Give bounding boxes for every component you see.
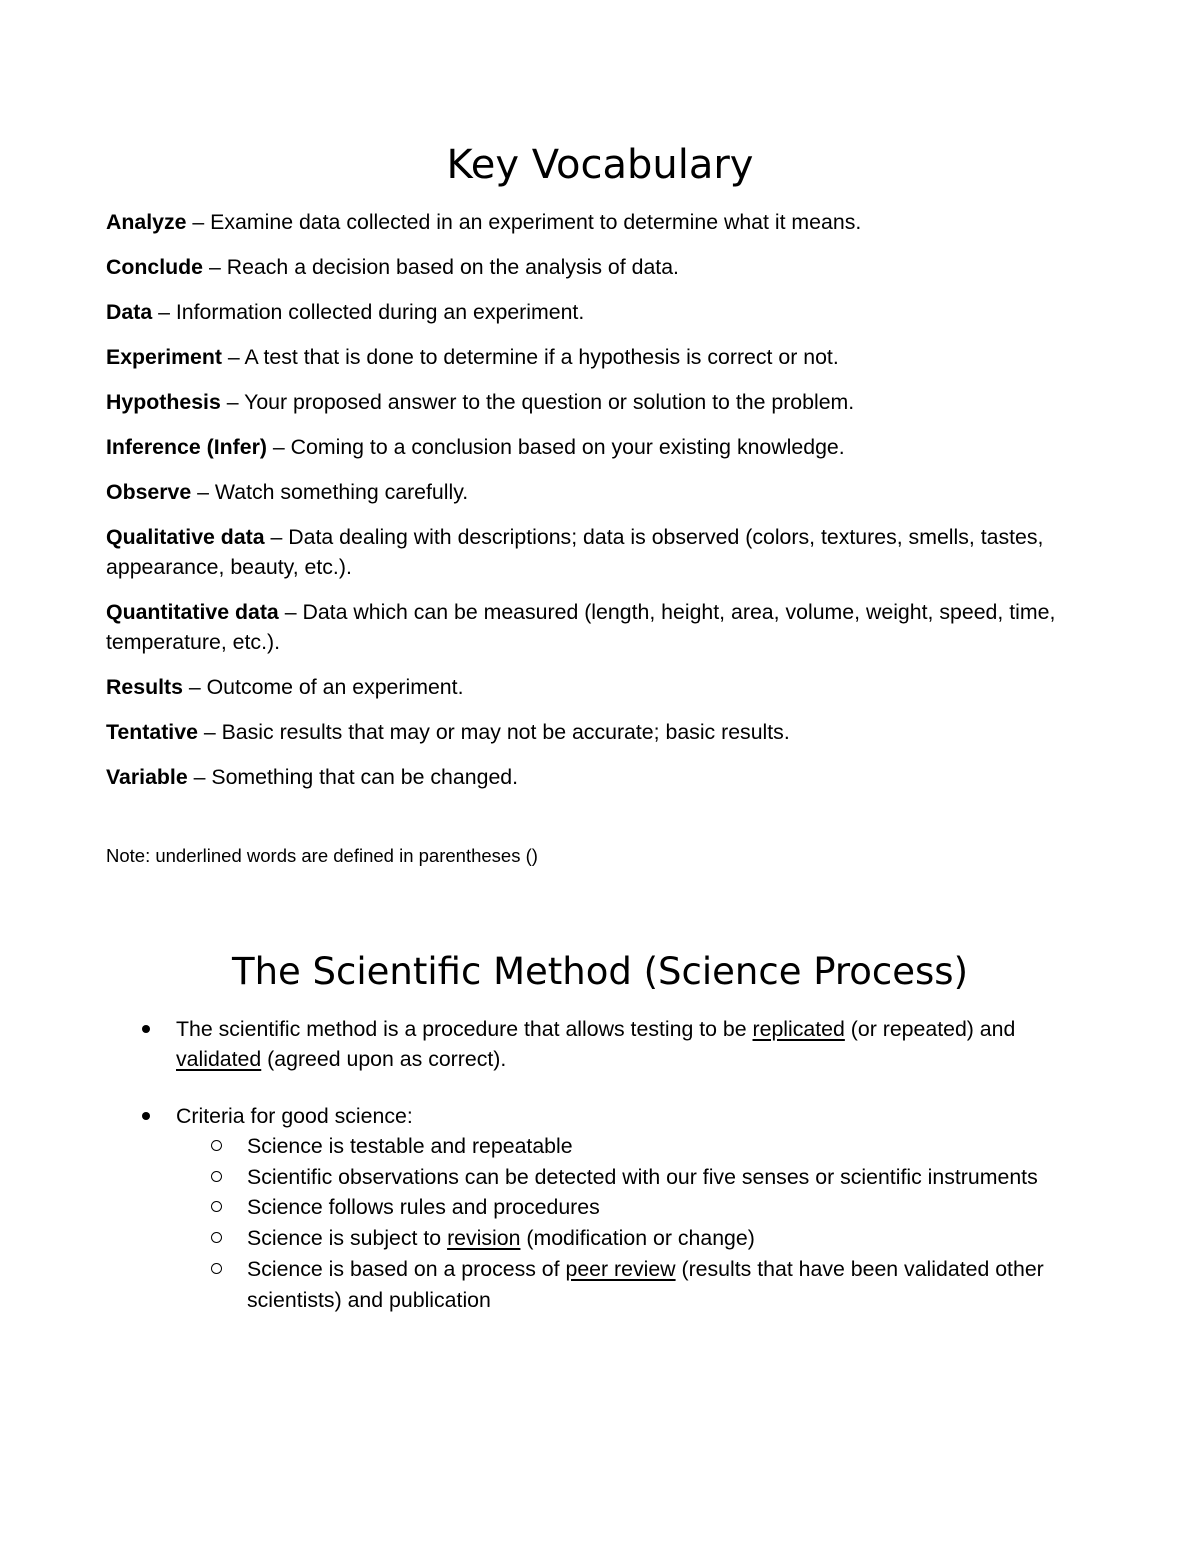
note-text: Note: underlined words are defined in parentheses () (106, 845, 538, 866)
vocab-term: Quantitative data (106, 600, 279, 624)
underlined-term: peer review (565, 1256, 676, 1281)
bullet-text: (agreed upon as correct). (261, 1047, 507, 1071)
vocab-definition: – Basic results that may or may not be accurate; basic results. (197, 720, 790, 744)
vocab-term: Hypothesis (106, 390, 221, 414)
underlined-term: revision (447, 1226, 521, 1251)
vocab-definition: – Information collected during an experiment. (152, 300, 585, 324)
vocab-term: Variable (106, 765, 188, 789)
vocab-term: Experiment (106, 345, 222, 369)
vocab-entry (106, 477, 1086, 507)
list-item (0, 1101, 1200, 1131)
scientific-method-title: The Scientific Method (Science Process) (231, 950, 969, 993)
sub-list-item (0, 1192, 1200, 1223)
sub-bullet-text: Science is testable and repeatable (247, 1134, 573, 1158)
sub-bullet-text: Science follows rules and procedures (247, 1195, 600, 1220)
underlined-term: replicated (752, 1017, 845, 1041)
vocab-definition: – A test that is done to determine if a hypothesis is correct or not. (222, 345, 839, 369)
vocab-entry (106, 672, 1086, 702)
vocab-definition: – Outcome of an experiment. (182, 675, 464, 699)
vocab-entry (106, 717, 1086, 747)
vocab-definition: – Watch something carefully. (191, 480, 469, 504)
circle-bullet-icon (211, 1201, 222, 1212)
vocab-term: Qualitative data (106, 525, 265, 549)
vocab-term: Observe (106, 480, 192, 504)
vocab-entry (106, 762, 1086, 792)
sub-list-item (0, 1131, 1200, 1162)
bullet-dot-icon (142, 1025, 150, 1033)
bullet-text: The scientific method is a procedure that allows testing to be (176, 1017, 753, 1041)
vocab-definition: – Examine data collected in an experiment to determine what it means. (186, 210, 862, 234)
circle-bullet-icon (211, 1263, 222, 1274)
vocab-term: Inference (Infer) (106, 435, 267, 459)
vocab-entry (106, 597, 1086, 657)
vocab-term: Data (106, 300, 153, 324)
circle-bullet-icon (211, 1232, 222, 1243)
vocab-definition: – Your proposed answer to the question or solution to the problem. (220, 390, 855, 414)
vocab-definition: – Data dealing with descriptions; data is observed (colors, textures, smells, tastes, appearance, beauty, etc.). (106, 525, 1044, 579)
underlined-term: validated (176, 1047, 262, 1071)
circle-bullet-icon (211, 1140, 222, 1151)
vocab-definition: – Something that can be changed. (187, 765, 519, 789)
sub-list-item (0, 1162, 1200, 1193)
circle-bullet-icon (211, 1171, 222, 1182)
vocab-entry (106, 432, 1086, 462)
sub-bullet-text: Scientific observations can be detected with our five senses or scientific instruments (247, 1164, 1038, 1189)
sub-bullet-text: Science is subject to (247, 1226, 448, 1251)
scientific-method-list (0, 1014, 1200, 1315)
vocab-definition: – Coming to a conclusion based on your existing knowledge. (266, 435, 845, 459)
sub-bullet-text: (results that have been validated other scientists) and publication (247, 1256, 1044, 1312)
vocab-term: Conclude (106, 255, 204, 279)
sub-bullet-text: (modification or change) (520, 1226, 755, 1251)
sub-list-item (0, 1254, 1200, 1315)
vocabulary-list (106, 207, 1086, 807)
vocab-entry (106, 207, 1086, 237)
list-item (0, 1014, 1200, 1074)
vocab-entry (106, 297, 1086, 327)
vocab-entry (106, 342, 1086, 372)
vocab-definition: – Data which can be measured (length, height, area, volume, weight, speed, time, temperature, etc.). (106, 600, 1056, 654)
vocab-term: Analyze (106, 210, 187, 234)
sub-bullet-text: Science is based on a process of (247, 1256, 566, 1281)
bullet-dot-icon (142, 1112, 150, 1120)
vocab-term: Results (106, 675, 183, 699)
vocab-definition: – Reach a decision based on the analysis of data. (203, 255, 679, 279)
sub-list-item (0, 1223, 1200, 1254)
key-vocabulary-title: Key Vocabulary (446, 142, 754, 188)
vocab-entry (106, 252, 1086, 282)
vocab-entry (106, 387, 1086, 417)
vocab-term: Tentative (106, 720, 198, 744)
vocab-entry (106, 522, 1086, 582)
bullet-text: (or repeated) and (844, 1017, 1016, 1041)
bullet-text: Criteria for good science: (176, 1104, 413, 1128)
